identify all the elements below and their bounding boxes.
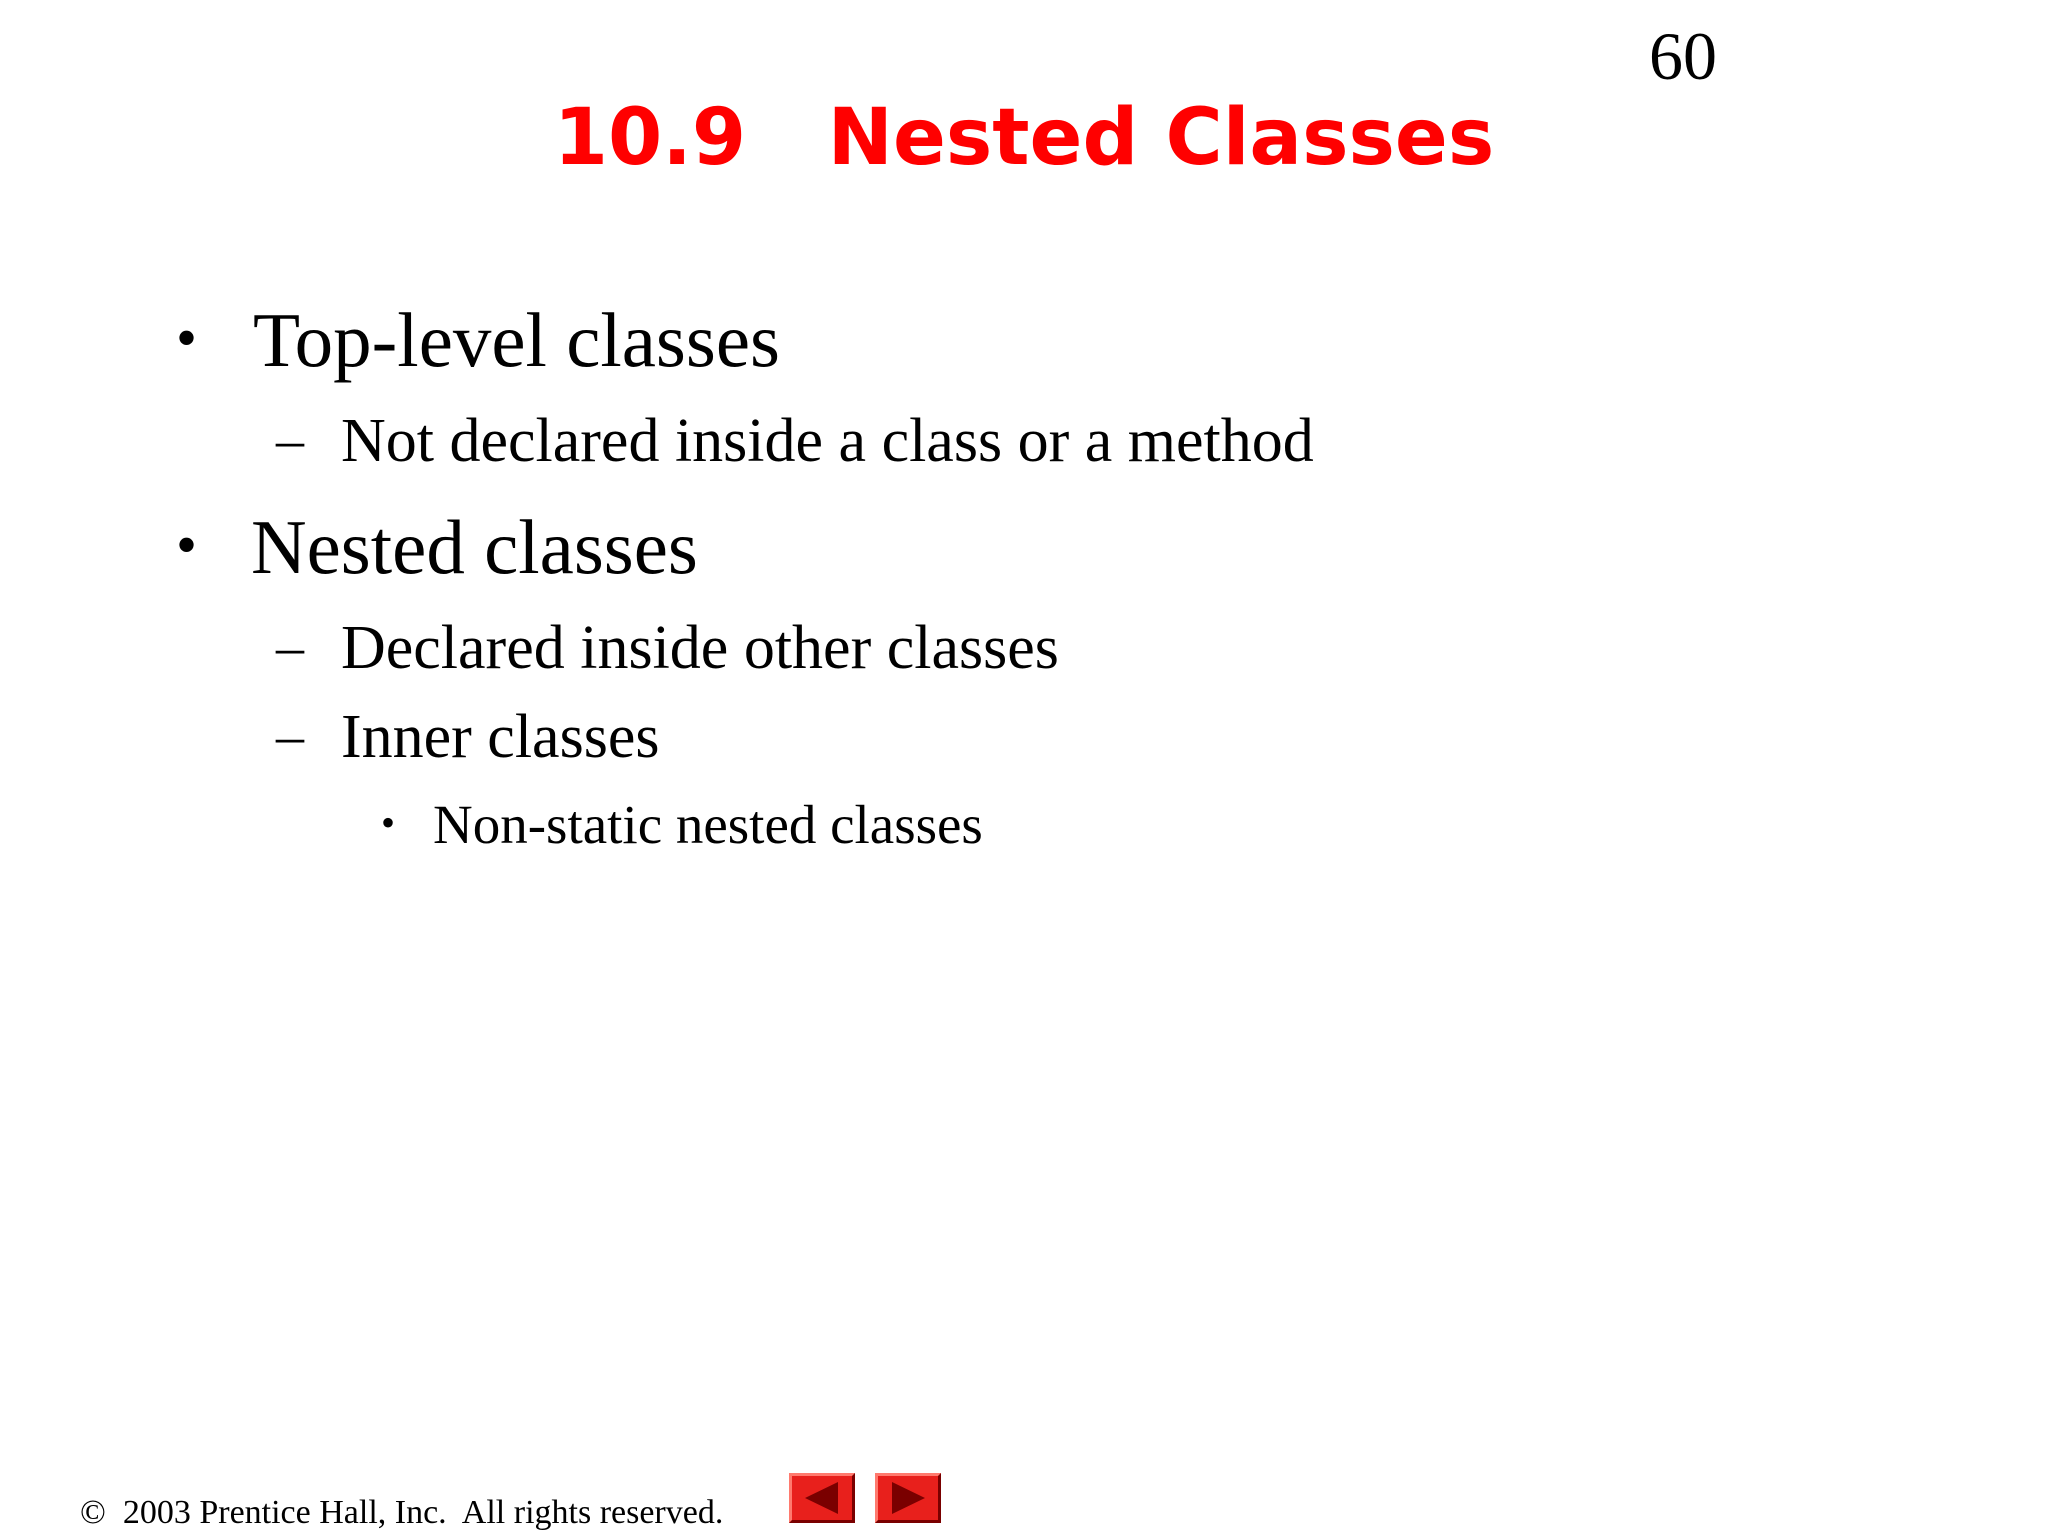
slide-title: 10.9 Nested Classes: [553, 93, 1495, 183]
previous-slide-button[interactable]: [789, 1473, 855, 1523]
bullet-text: Not declared inside a class or a method: [341, 407, 1314, 475]
dash-marker: –: [276, 616, 304, 678]
bullet-text: Inner classes: [341, 703, 660, 771]
page-number: 60: [1649, 18, 1717, 94]
next-slide-button[interactable]: [875, 1473, 941, 1523]
bullet-marker: •: [176, 305, 198, 371]
dash-marker: –: [276, 705, 304, 767]
bullet-text: Nested classes: [251, 504, 698, 590]
right-triangle-icon: [878, 1476, 938, 1520]
bullet-text: Top-level classes: [253, 297, 781, 383]
bullet-text: Non-static nested classes: [433, 794, 983, 855]
bullet-marker: •: [381, 800, 396, 845]
left-triangle-icon: [792, 1476, 852, 1520]
dash-marker: –: [276, 409, 304, 471]
copyright-footer: © 2003 Prentice Hall, Inc. All rights reserved.: [80, 1494, 724, 1531]
bullet-marker: •: [176, 512, 198, 578]
bullet-text: Declared inside other classes: [341, 614, 1059, 682]
